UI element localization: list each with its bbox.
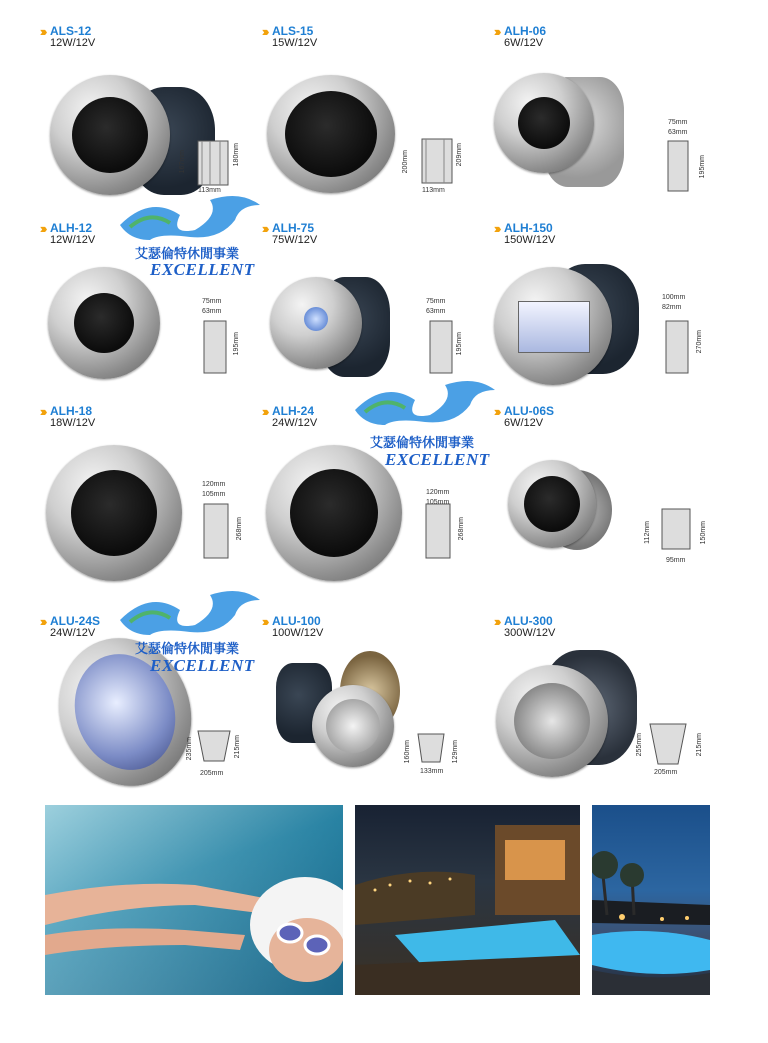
- chevron-icon: ›››: [261, 404, 267, 419]
- lamp-image: [494, 267, 612, 385]
- watermark-logo: [110, 580, 310, 675]
- model-name: ALS-12: [50, 24, 92, 38]
- model-spec: 12W/12V: [50, 234, 96, 246]
- model-name: ALH-150: [504, 221, 553, 235]
- dimension-label: 105mm: [426, 499, 450, 506]
- dimension-label: 129mm: [452, 740, 459, 764]
- model-name: ALH-75: [272, 221, 315, 235]
- lamp-image: [266, 445, 402, 581]
- chevron-icon: ›››: [493, 404, 499, 419]
- dimension-label: 133mm: [420, 768, 444, 775]
- chevron-icon: ›››: [39, 24, 45, 39]
- night-pool-photo: [355, 805, 580, 995]
- model-name: ALU-100: [272, 614, 321, 628]
- chevron-icon: ›››: [261, 614, 267, 629]
- dimension-label: 255mm: [636, 733, 643, 757]
- dimension-label: 160mm: [404, 740, 411, 764]
- dimension-label: 63mm: [202, 308, 222, 315]
- model-name: ALH-18: [50, 404, 93, 418]
- dimension-label: 105mm: [202, 491, 226, 498]
- dimension-label: 63mm: [668, 129, 688, 136]
- swimmer-photo: [45, 805, 343, 995]
- product-alu300: [494, 615, 734, 805]
- dimension-label: 215mm: [234, 735, 241, 759]
- chevron-icon: ›››: [39, 221, 45, 236]
- watermark-chinese-text: 艾瑟倫特休閒事業: [135, 247, 240, 262]
- model-spec: 300W/12V: [504, 627, 556, 639]
- model-name: ALU-24S: [50, 614, 101, 628]
- lamp-image: [494, 73, 594, 173]
- dimension-drawing: [644, 720, 694, 775]
- model-name: ALS-15: [272, 24, 314, 38]
- chevron-icon: ›››: [39, 404, 45, 419]
- lamp-image: [267, 75, 395, 193]
- dimension-label: 209mm: [456, 143, 463, 167]
- model-name: ALH-12: [50, 221, 93, 235]
- wave-logo-icon: [110, 580, 310, 640]
- watermark-chinese-text: 艾瑟倫特休閒事業: [135, 642, 240, 657]
- watermark-logo: [110, 185, 310, 279]
- dimension-drawing: [200, 500, 240, 565]
- dimension-label: 268mm: [236, 517, 243, 541]
- dimension-label: 205mm: [654, 769, 678, 776]
- wave-logo-icon: [110, 185, 310, 245]
- dimension-drawing: [190, 725, 240, 774]
- chevron-icon: ›››: [39, 614, 45, 629]
- product-alh18: [40, 405, 280, 595]
- dimension-label: 270mm: [696, 330, 703, 354]
- model-spec: 12W/12V: [50, 37, 96, 49]
- dimension-label: 268mm: [458, 517, 465, 541]
- dimension-label: 112mm: [644, 521, 651, 544]
- dimension-label: 75mm: [668, 119, 688, 126]
- dimension-label: 120mm: [426, 489, 450, 496]
- model-name: ALU-300: [504, 614, 553, 628]
- chevron-icon: ›››: [493, 614, 499, 629]
- model-name: ALH-24: [272, 404, 315, 418]
- dimension-label: 63mm: [426, 308, 446, 315]
- dimension-label: 82mm: [662, 304, 682, 311]
- dimension-label: 200mm: [402, 150, 409, 174]
- lamp-image: [312, 685, 394, 767]
- dimension-label: 75mm: [426, 298, 446, 305]
- watermark-logo: [345, 370, 545, 469]
- product-alh06: [494, 25, 734, 215]
- lamp-image: [48, 267, 160, 379]
- resort-pool-photo: [592, 805, 710, 995]
- dimension-label: 120mm: [202, 481, 226, 488]
- lamp-image: [50, 75, 170, 195]
- model-spec: 15W/12V: [272, 37, 318, 49]
- dimension-label: 95mm: [666, 557, 686, 564]
- dimension-label: 235mm: [186, 737, 193, 761]
- chevron-icon: ›››: [261, 221, 267, 236]
- chevron-icon: ›››: [493, 221, 499, 236]
- dimension-label: 195mm: [699, 155, 706, 179]
- dimension-drawing: [654, 505, 698, 560]
- chevron-icon: ›››: [493, 24, 499, 39]
- model-name: ALU-06S: [504, 404, 555, 418]
- model-spec: 6W/12V: [504, 417, 544, 429]
- dimension-label: 180mm: [233, 143, 240, 167]
- model-spec: 18W/12V: [50, 417, 96, 429]
- wave-logo-icon: [345, 370, 545, 430]
- model-spec: 100W/12V: [272, 627, 324, 639]
- model-spec: 24W/12V: [50, 627, 96, 639]
- model-spec: 150W/12V: [504, 234, 556, 246]
- dimension-label: 113mm: [422, 187, 445, 194]
- dimension-label: 195mm: [233, 332, 240, 356]
- watermark-chinese-text: 艾瑟倫特休閒事業: [370, 436, 475, 451]
- watermark-english-text: EXCELLENT: [150, 656, 255, 675]
- model-spec: 75W/12V: [272, 234, 318, 246]
- lamp-image: [46, 445, 182, 581]
- dimension-label: 75mm: [202, 298, 222, 305]
- model-name: ALH-06: [504, 24, 547, 38]
- lamp-image: [496, 665, 608, 777]
- dimension-label: 113mm: [198, 187, 221, 194]
- lamp-image: [508, 460, 596, 548]
- lamp-image: [270, 277, 362, 369]
- watermark-english-text: EXCELLENT: [385, 450, 490, 469]
- dimension-label: 100mm: [662, 294, 686, 301]
- dimension-label: 195mm: [456, 332, 463, 356]
- dimension-drawing: [662, 137, 702, 202]
- dimension-label: 205mm: [200, 770, 224, 777]
- model-spec: 24W/12V: [272, 417, 318, 429]
- dimension-label: 150mm: [700, 521, 707, 545]
- dimension-label: 167mm: [179, 150, 186, 174]
- model-spec: 6W/12V: [504, 37, 544, 49]
- chevron-icon: ›››: [261, 24, 267, 39]
- watermark-english-text: EXCELLENT: [150, 260, 255, 279]
- dimension-drawing: [422, 500, 462, 565]
- dimension-label: 215mm: [696, 733, 703, 757]
